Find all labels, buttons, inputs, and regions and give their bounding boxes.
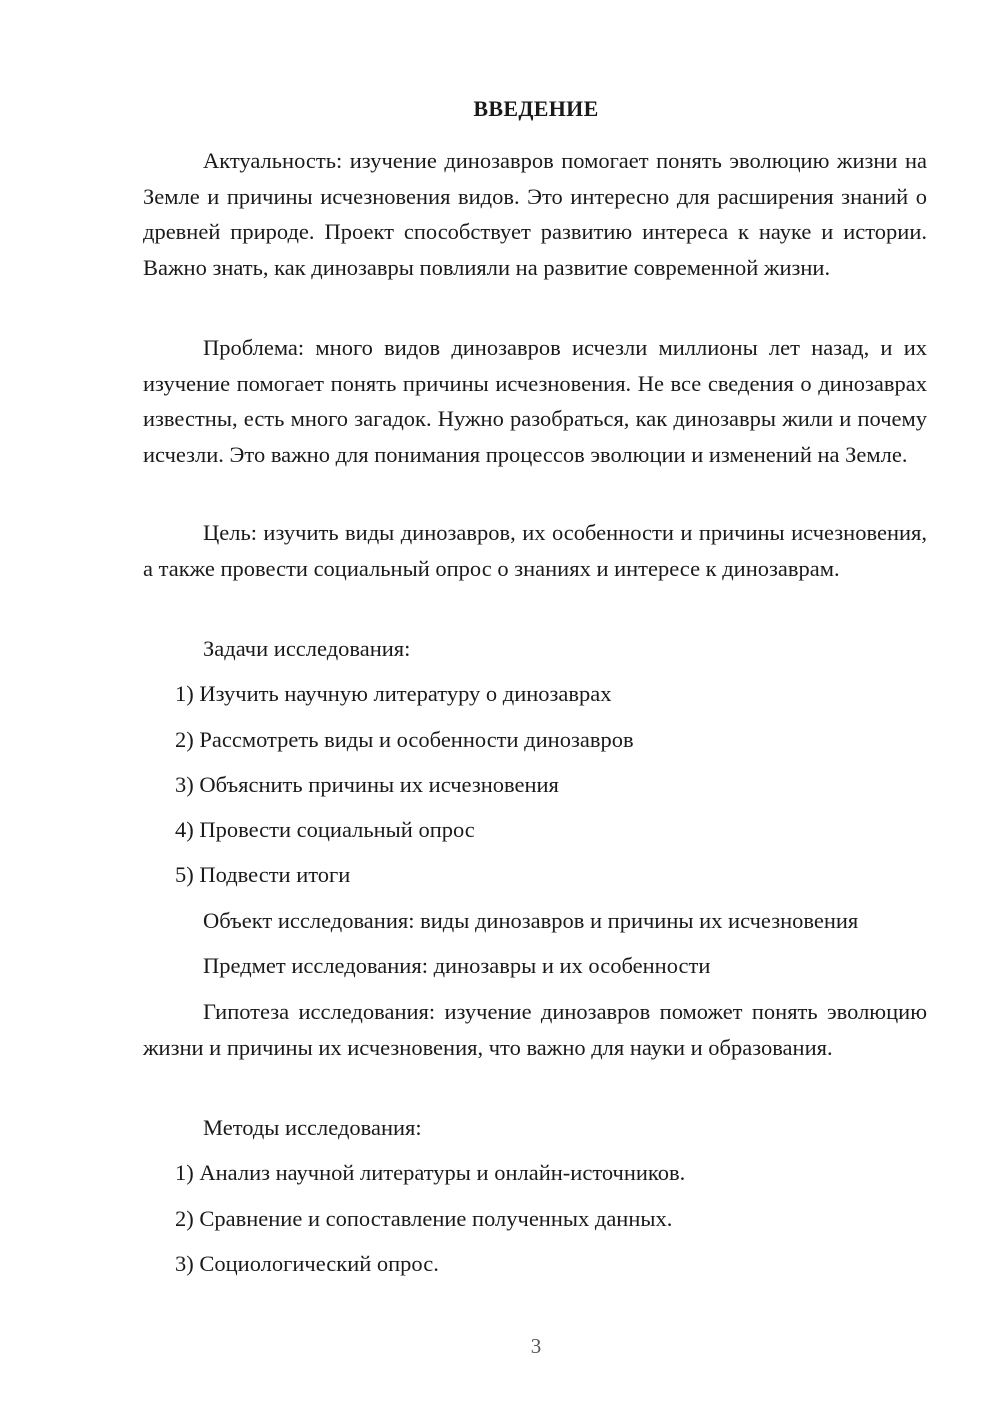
methods-heading: Методы исследования: [203, 1115, 422, 1140]
object-line: Объект исследования: виды динозавров и причины их исчезновения [203, 908, 859, 933]
task-item: 1) Изучить научную литературу о динозаврах [175, 681, 612, 706]
relevance-paragraph: Актуальность: изучение динозавров помогает понять эволюцию жизни на Земле и причины исчезновения видов. Это интересно для расширения знаний о древней природе. Проект способствует развитию интереса к науке и истории. Важно знать, как динозавры повлияли на развитие современной жизни. [143, 148, 927, 280]
task-item: 3) Объяснить причины их исчезновения [175, 772, 559, 797]
hypothesis-paragraph: Гипотеза исследования: изучение динозавров поможет понять эволюцию жизни и причины их исчезновения, что важно для науки и образования. [143, 999, 927, 1060]
task-item: 2) Рассмотреть виды и особенности динозавров [175, 727, 634, 752]
page-number: 3 [530, 1334, 542, 1358]
tasks-heading: Задачи исследования: [203, 636, 411, 661]
page-title: ВВЕДЕНИЕ [473, 96, 599, 121]
method-item: 3) Социологический опрос. [175, 1251, 439, 1276]
problem-paragraph: Проблема: много видов динозавров исчезли миллионы лет назад, и их изучение помогает понять причины исчезновения. Не все сведения о динозаврах известны, есть много загадок. Нужно разобраться, как динозавры жили и почему исчезли. Это важно для понимания процессов эволюции и изменений на Земле. [143, 335, 927, 467]
goal-paragraph: Цель: изучить виды динозавров, их особенности и причины исчезновения, а также провести социальный опрос о знаниях и интересе к динозаврам. [143, 520, 927, 581]
task-item: 5) Подвести итоги [175, 862, 351, 887]
method-item: 1) Анализ научной литературы и онлайн-источников. [175, 1160, 686, 1185]
method-item: 2) Сравнение и сопоставление полученных данных. [175, 1206, 673, 1231]
task-item: 4) Провести социальный опрос [175, 817, 475, 842]
subject-line: Предмет исследования: динозавры и их особенности [203, 953, 711, 978]
